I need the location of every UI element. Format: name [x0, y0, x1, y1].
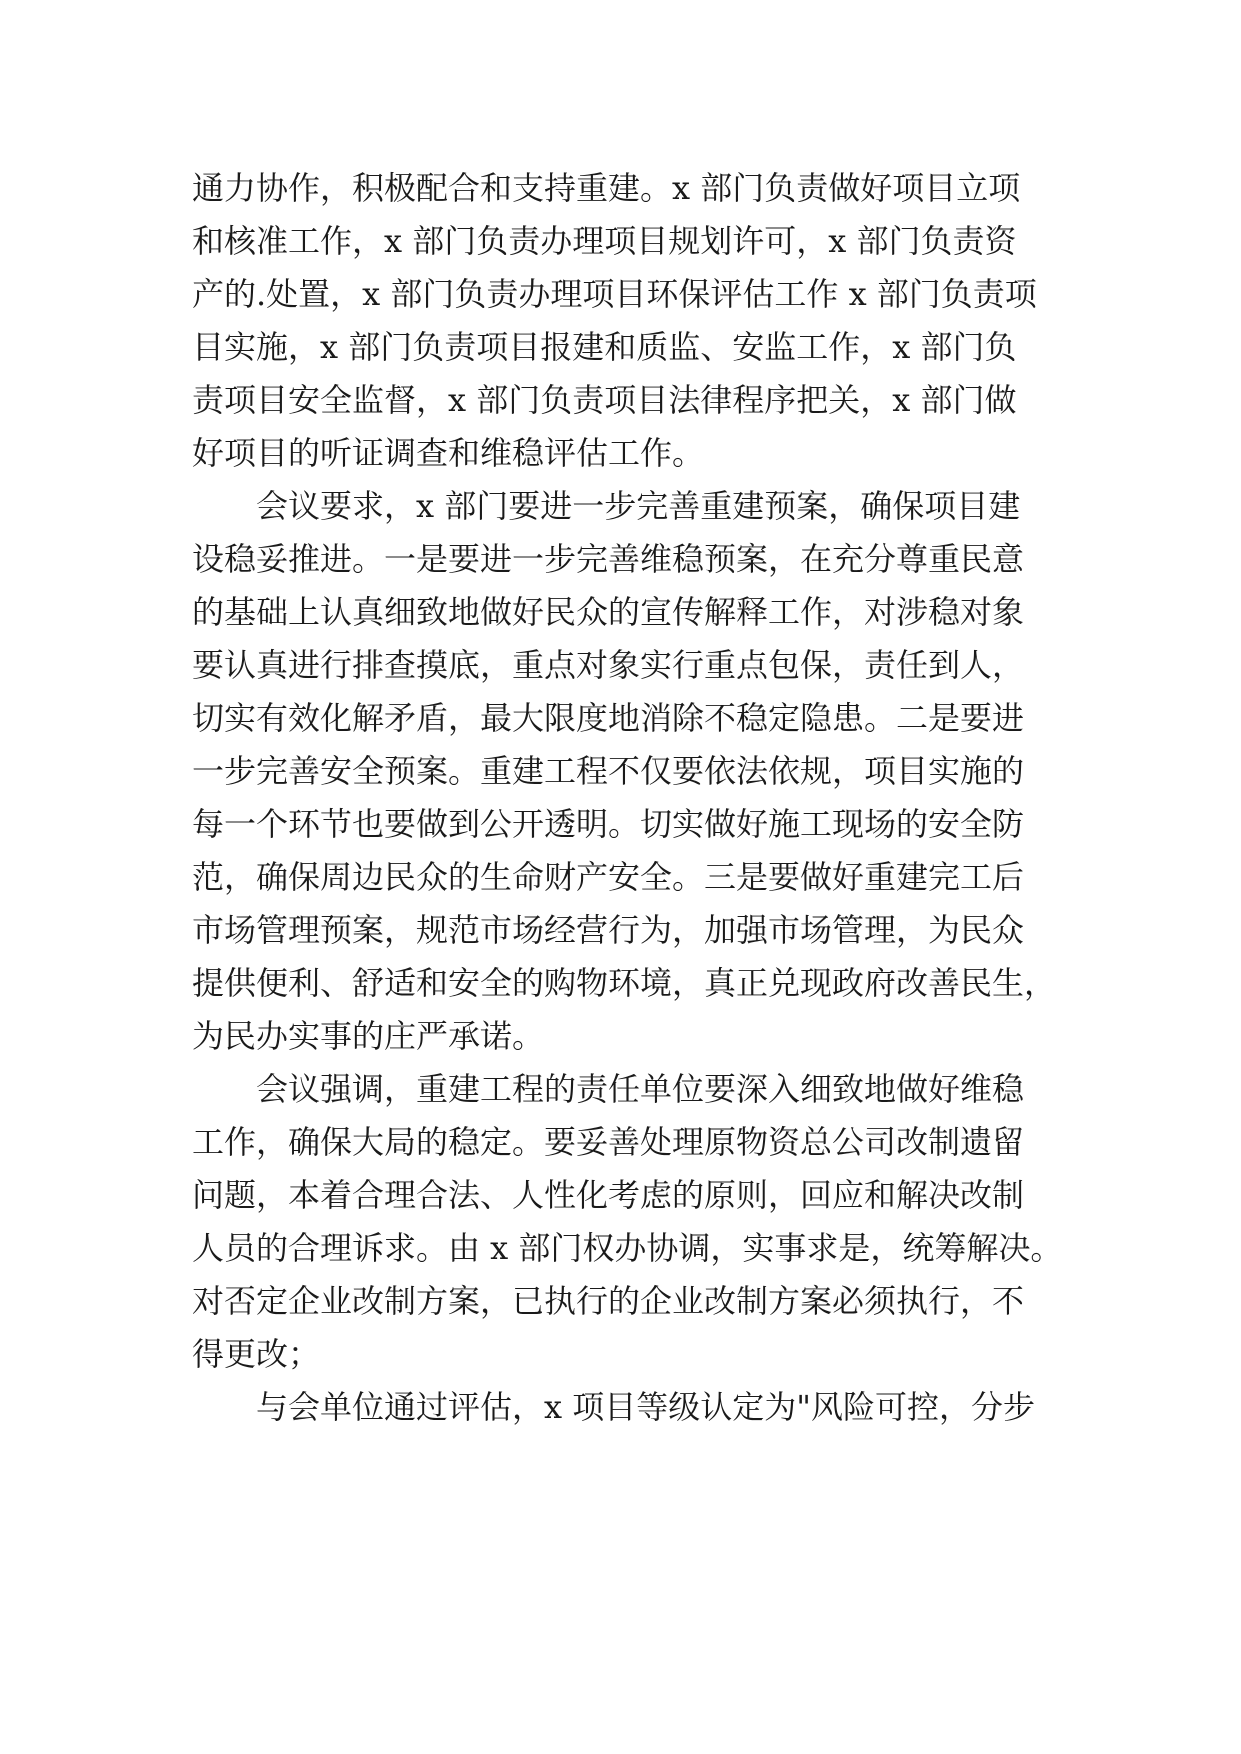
text-line: 一步完善安全预案。重建工程不仅要依法依规，项目实施的 — [192, 752, 1025, 790]
text-line: 要认真进行排查摸底，重点对象实行重点包保，责任到人， — [192, 646, 1025, 684]
text-line: 范，确保周边民众的生命财产安全。三是要做好重建完工后 — [192, 858, 1025, 896]
text-line: 工作，确保大局的稳定。要妥善处理原物资总公司改制遗留 — [192, 1123, 1025, 1161]
text-line: 为民办实事的庄严承诺。 — [192, 1017, 545, 1055]
text-line: 提供便利、舒适和安全的购物环境，真正兑现政府改善民生， — [192, 964, 1057, 1002]
text-line: 好项目的听证调查和维稳评估工作。 — [192, 434, 705, 472]
text-line: 产的.处置，x 部门负责办理项目环保评估工作 x 部门负责项 — [192, 275, 1037, 313]
paragraph-start-line: 会议要求，x 部门要进一步完善重建预案，确保项目建 — [256, 487, 1021, 525]
text-line: 的基础上认真细致地做好民众的宣传解释工作，对涉稳对象 — [192, 593, 1025, 631]
text-line: 问题，本着合理合法、人性化考虑的原则，回应和解决改制 — [192, 1176, 1025, 1214]
text-line: 得更改； — [192, 1335, 321, 1373]
text-line: 人员的合理诉求。由 x 部门权办协调，实事求是，统筹解决。 — [192, 1229, 1063, 1267]
text-line: 对否定企业改制方案，已执行的企业改制方案必须执行，不 — [192, 1282, 1025, 1320]
text-line: 市场管理预案，规范市场经营行为，加强市场管理，为民众 — [192, 911, 1025, 949]
text-line: 目实施，x 部门负责项目报建和质监、安监工作，x 部门负 — [192, 328, 1017, 366]
text-line: 设稳妥推进。一是要进一步完善维稳预案，在充分尊重民意 — [192, 540, 1025, 578]
text-line: 和核准工作，x 部门负责办理项目规划许可，x 部门负责资 — [192, 222, 1017, 260]
text-line: 切实有效化解矛盾，最大限度地消除不稳定隐患。二是要进 — [192, 699, 1025, 737]
paragraph-start-line: 与会单位通过评估，x 项目等级认定为"风险可控，分步 — [256, 1388, 1035, 1426]
paragraph-start-line: 会议强调，重建工程的责任单位要深入细致地做好维稳 — [256, 1070, 1025, 1108]
text-line: 责项目安全监督，x 部门负责项目法律程序把关，x 部门做 — [192, 381, 1017, 419]
text-line: 通力协作，积极配合和支持重建。x 部门负责做好项目立项 — [192, 169, 1021, 207]
text-line: 每一个环节也要做到公开透明。切实做好施工现场的安全防 — [192, 805, 1025, 843]
